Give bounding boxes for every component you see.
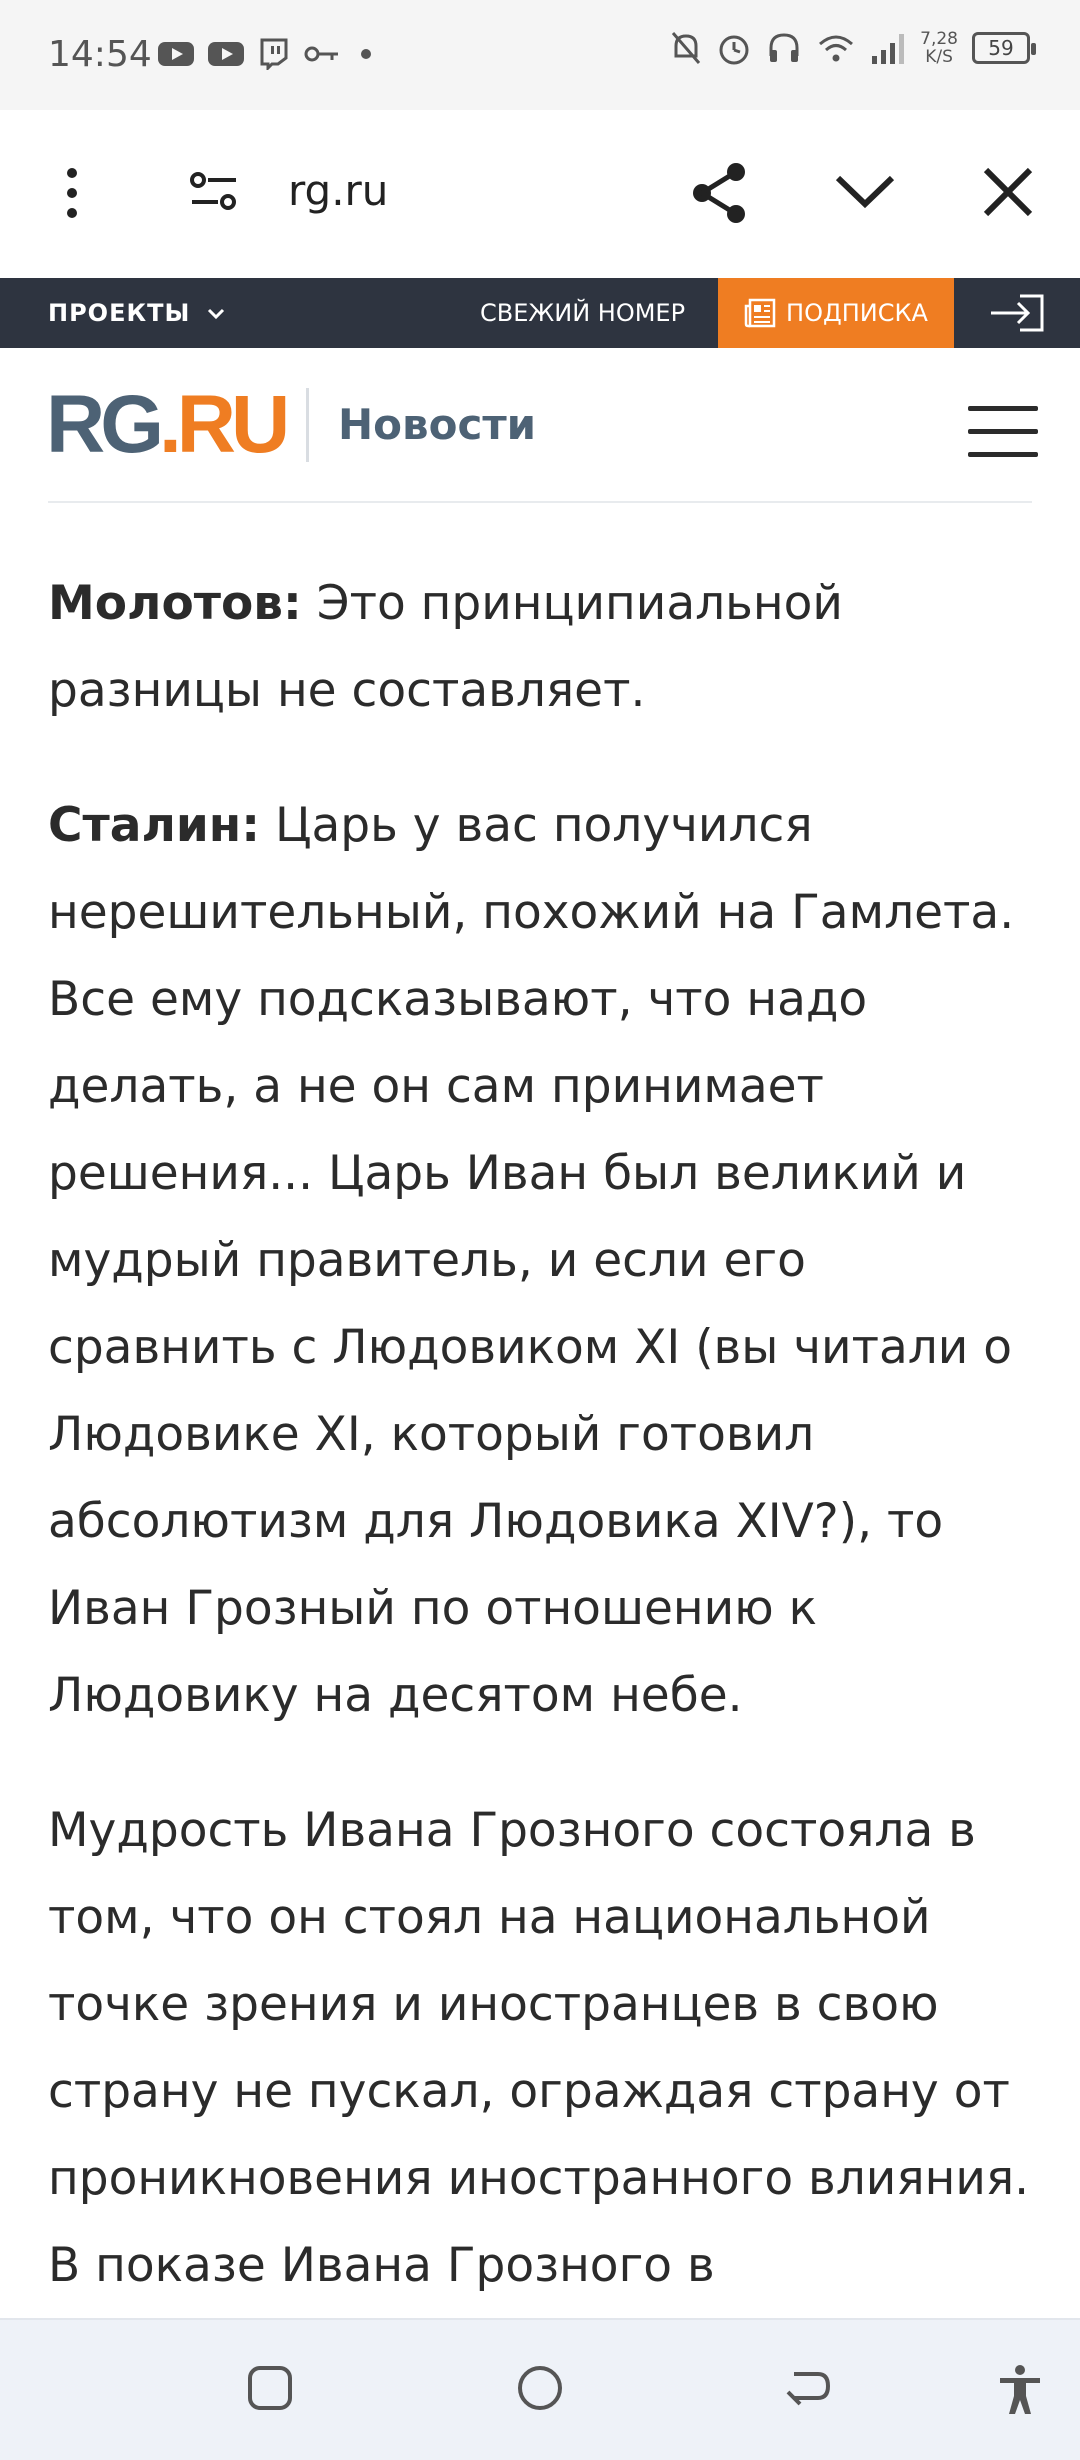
url-field[interactable]: rg.ru <box>288 166 389 215</box>
home-icon[interactable] <box>516 2364 564 2412</box>
recents-icon[interactable] <box>246 2364 294 2412</box>
status-bar <box>0 0 1080 110</box>
youtube-icon <box>208 40 244 68</box>
login-icon <box>988 293 1046 333</box>
newspaper-icon <box>744 298 776 328</box>
close-icon[interactable] <box>980 164 1036 220</box>
subscribe-label: ПОДПИСКА <box>786 299 928 327</box>
site-settings-icon[interactable] <box>188 170 240 214</box>
more-vert-icon[interactable] <box>50 162 94 226</box>
network-speed: 7,28 K/S <box>920 29 958 67</box>
status-time: 14:54 <box>48 34 152 75</box>
share-icon[interactable] <box>688 160 752 226</box>
projects-menu[interactable] <box>48 278 226 348</box>
fresh-issue-link[interactable]: СВЕЖИЙ НОМЕР <box>480 299 686 327</box>
login-button[interactable] <box>954 278 1080 348</box>
twitch-icon <box>258 38 290 70</box>
system-navigation-bar <box>0 2318 1080 2460</box>
browser-toolbar <box>0 110 1080 278</box>
dot-icon <box>354 42 378 66</box>
chevron-down-icon[interactable] <box>832 166 898 216</box>
paragraph-text: Мудрость Ивана Грозного состояла в том, что он стоял на национальной точке зрения и иностранцев в свою страну не пускал, ограждая страну от проникновения иностранного влияния. В показе Ивана Грозного в <box>48 1803 1030 2293</box>
battery-indicator: 59 <box>972 32 1030 64</box>
hamburger-menu-icon[interactable] <box>968 406 1038 475</box>
wifi-icon <box>816 30 856 66</box>
header-separator <box>48 501 1032 503</box>
accessibility-icon[interactable] <box>996 2364 1044 2416</box>
site-top-bar <box>0 278 1080 348</box>
paragraph-text: Это принципиальной разницы не составляет. <box>48 576 843 718</box>
rg-logo[interactable]: RG.RU <box>46 379 286 470</box>
article-paragraph <box>48 782 1048 1739</box>
system-icons <box>670 30 1030 66</box>
alarm-icon <box>716 30 752 66</box>
mute-icon <box>670 30 702 66</box>
paragraph-text: Царь у вас получился нерешительный, похожий на Гамлета. Все ему подсказывают, что надо делать, а не он сам принимает решения... Царь Иван был великий и мудрый правитель, и если его сравнить с Людовиком XI (вы читали о Людовике XI, который готовил абсолютизм для Людовика XIV?), то Иван Грозный по отношению к Людовику на десятом небе. <box>48 798 1015 1723</box>
section-title[interactable]: Новости <box>338 400 537 449</box>
speaker-name: Сталин: <box>48 798 261 853</box>
youtube-icon <box>158 40 194 68</box>
subscribe-button[interactable] <box>718 278 954 348</box>
article-paragraph <box>48 560 1048 734</box>
header-divider <box>306 388 309 462</box>
key-icon <box>304 42 340 66</box>
headphones-icon <box>766 30 802 66</box>
signal-icon <box>870 30 906 66</box>
article-body <box>48 560 1048 2357</box>
notification-icons <box>158 38 378 70</box>
site-header <box>0 348 1080 503</box>
speaker-name: Молотов: <box>48 576 302 631</box>
article-paragraph <box>48 1787 1048 2309</box>
projects-label: ПРОЕКТЫ <box>48 299 191 327</box>
back-icon[interactable] <box>784 2364 832 2412</box>
chevron-down-icon <box>206 307 226 321</box>
